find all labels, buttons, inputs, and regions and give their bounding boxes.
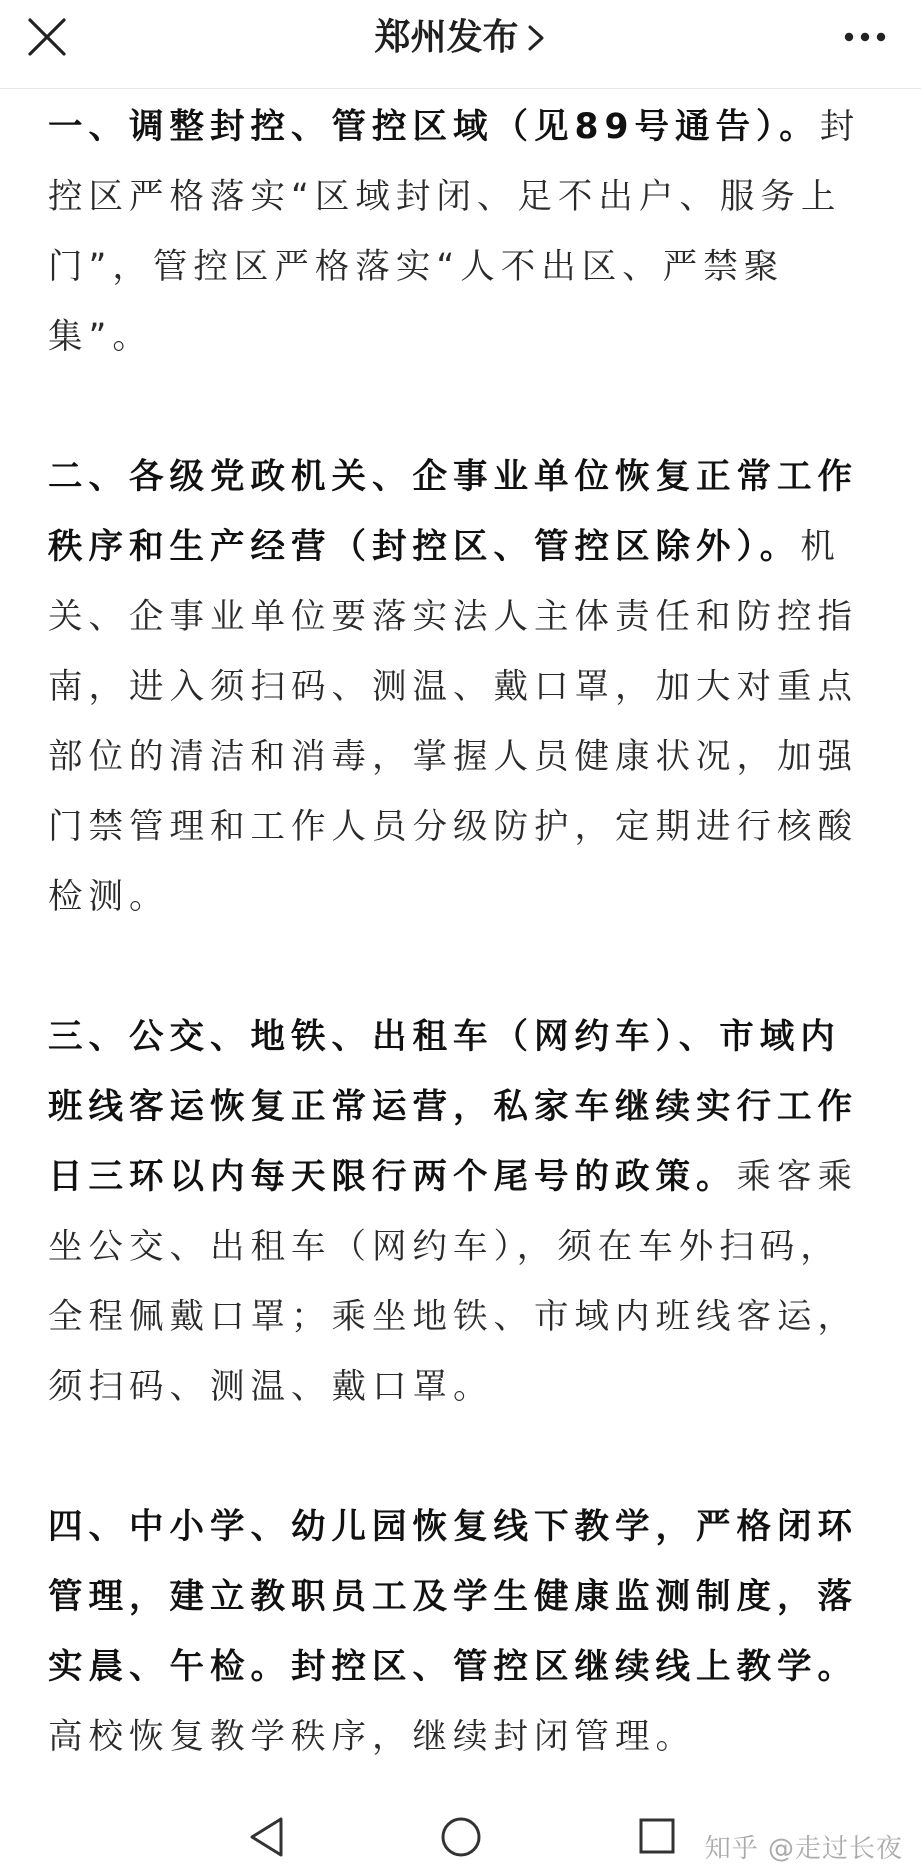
chevron-right-icon [525,23,547,53]
zhihu-watermark: 知乎 @走过长夜 [704,1834,903,1864]
account-title: 郑州发布 [374,17,519,58]
paragraph-1-heading: 一、调整封控、管控区域（见89号通告）。 [48,107,820,147]
square-recent-icon[interactable] [636,1815,678,1857]
article-paragraph-4 [48,1492,878,1772]
more-horizontal-icon[interactable] [843,22,887,52]
circle-home-icon[interactable] [438,1814,484,1860]
paragraph-4-heading: 四、中小学、幼儿园恢复线下教学，严格闭环管理，建立教职员工及学生健康监测制度，落实晨、午检。封控区、管控区继续线上教学。 [48,1507,858,1687]
top-bar [0,0,921,89]
article-paragraph-1 [48,92,878,372]
paragraph-1-text: 封控区严格落实“区域封闭、足不出户、服务上门”，管控区严格落实“人不出区、严禁聚集”。 [48,107,861,357]
paragraph-4-text: 高校恢复教学秩序，继续封闭管理。 [48,1717,696,1757]
paragraph-2-text: 机关、企事业单位要落实法人主体责任和防控指南，进入须扫码、测温、戴口罩，加大对重点部位的清洁和消毒，掌握人员健康状况，加强门禁管理和工作人员分级防护，定期进行核酸检测。 [48,527,858,917]
paragraph-2-heading: 二、各级党政机关、企事业单位恢复正常工作秩序和生产经营（封控区、管控区除外）。 [48,457,858,567]
triangle-back-icon[interactable] [245,1814,289,1860]
article-body [48,92,878,1842]
paragraph-3-heading: 三、公交、地铁、出租车（网约车）、市域内班线客运恢复正常运营，私家车继续实行工作日三环以内每天限行两个尾号的政策。 [48,1017,858,1197]
article-paragraph-2 [48,442,878,932]
article-paragraph-3 [48,1002,878,1422]
account-title-link[interactable] [0,12,921,64]
paragraph-3-text: 乘客乘坐公交、出租车（网约车），须在车外扫码，全程佩戴口罩；乘坐地铁、市域内班线客运，须扫码、测温、戴口罩。 [48,1157,858,1407]
